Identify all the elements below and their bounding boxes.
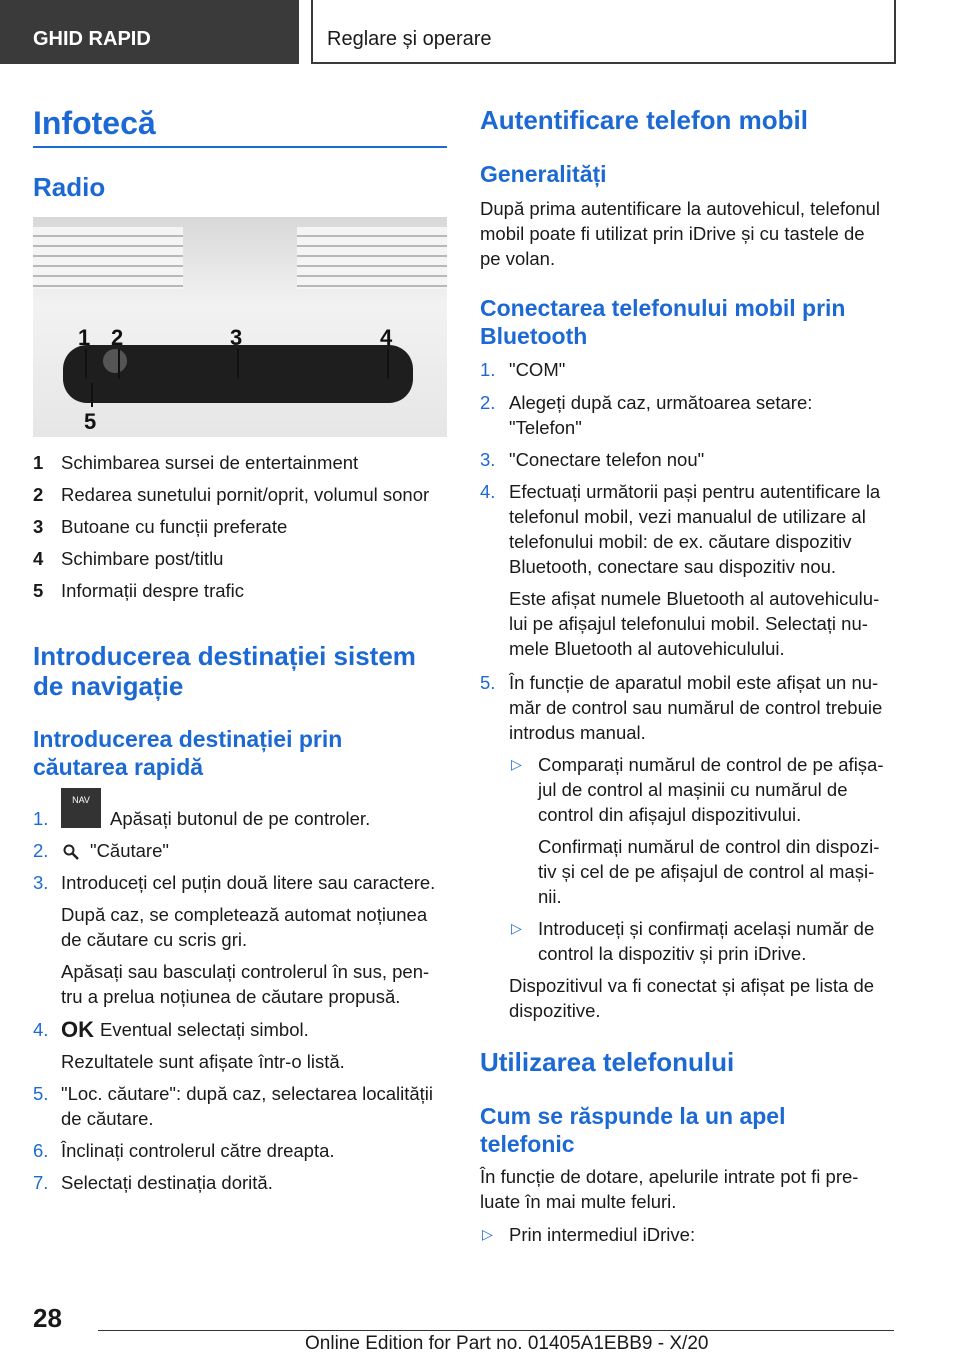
air-vent-right <box>297 227 447 289</box>
step-text: Alegeți după caz, următoarea setare: <box>509 392 813 413</box>
step-text: "Loc. căutare": după caz, selectarea localității <box>61 1083 434 1104</box>
answer-call-heading: Cum se răspunde la un apel <box>480 1103 786 1129</box>
legend-text: Butoane cu funcții preferate <box>61 516 288 537</box>
step-text: "COM" <box>509 359 566 380</box>
radio-panel-photo <box>33 217 447 437</box>
footer-edition: Online Edition for Part no. 01405A1EBB9 - X/20 <box>305 1333 709 1354</box>
step-text-cont: "Telefon" <box>509 417 582 438</box>
bullet-text: control la dispozitiv și prin iDrive. <box>538 943 807 964</box>
header-chapter-tab <box>311 0 896 64</box>
bullet-text: control din afișajul dispozitivului. <box>538 804 802 825</box>
bullet-text: Comparați numărul de control de pe afișa- <box>538 754 884 775</box>
answer-call-heading-line2: telefonic <box>480 1131 575 1157</box>
callout-2: 2 <box>111 325 124 350</box>
bullet-triangle-icon: ▷ <box>511 920 522 936</box>
legend-number: 4 <box>33 548 44 569</box>
header-section-label: GHID RAPID <box>33 28 151 50</box>
paragraph: În funcție de dotare, apelurile intrate pot fi pre- <box>480 1166 859 1187</box>
paragraph: mobil poate fi utilizat prin iDrive și cu tastele de <box>480 223 865 244</box>
footer-rule <box>98 1330 894 1331</box>
step-number: 5. <box>480 672 496 693</box>
step-number: 3. <box>480 449 496 470</box>
quick-search-heading-line2: căutarea rapidă <box>33 754 204 780</box>
nav-heading-line2: de navigație <box>33 671 184 701</box>
legend-text: Schimbare post/titlu <box>61 548 224 569</box>
step-note: lui pe afișajul telefonului mobil. Selectați nu- <box>509 613 868 634</box>
bluetooth-heading: Conectarea telefonului mobil prin <box>480 295 846 321</box>
step-number: 2. <box>33 840 49 861</box>
step-text-cont: de căutare. <box>61 1108 154 1129</box>
header-chapter-label: Reglare și operare <box>327 28 492 50</box>
legend-text: Redarea sunetului pornit/oprit, volumul sonor <box>61 484 430 505</box>
step-note: Este afișat numele Bluetooth al autovehiculu- <box>509 588 880 609</box>
paragraph: Dispozitivul va fi conectat și afișat pe lista de <box>509 975 875 996</box>
search-icon <box>62 843 80 861</box>
step-note: de căutare cu scris gri. <box>61 929 248 950</box>
bullet-text: Introduceți și confirmați același număr de <box>538 918 875 939</box>
step-number: 6. <box>33 1140 49 1161</box>
callout-4: 4 <box>380 325 393 350</box>
bullet-triangle-icon: ▷ <box>482 1226 493 1242</box>
general-heading: Generalități <box>480 161 607 187</box>
bullet-text: Prin intermediul iDrive: <box>509 1224 696 1245</box>
step-text: "Conectare telefon nou" <box>509 449 705 470</box>
step-number: 4. <box>33 1019 49 1040</box>
callout-3: 3 <box>230 325 243 350</box>
bullet-triangle-icon: ▷ <box>511 756 522 772</box>
step-text: Selectați destinația dorită. <box>61 1172 273 1193</box>
legend-text: Schimbarea sursei de entertainment <box>61 452 359 473</box>
callout-1: 1 <box>78 325 91 350</box>
paragraph: dispozitive. <box>509 1000 601 1021</box>
paragraph: luate în mai multe feluri. <box>480 1191 677 1212</box>
step-number: 2. <box>480 392 496 413</box>
header-section-tab <box>0 0 299 64</box>
step-note: După caz, se completează automat noțiunea <box>61 904 428 925</box>
step-note: mele Bluetooth al autovehiculului. <box>509 638 785 659</box>
page-number: 28 <box>33 1303 62 1333</box>
callout-5: 5 <box>84 409 97 434</box>
volume-knob <box>103 349 127 373</box>
nav-button-icon: NAV <box>61 788 101 828</box>
legend-number: 3 <box>33 516 44 537</box>
bluetooth-heading-line2: Bluetooth <box>480 323 588 349</box>
step-text: "Căutare" <box>90 840 169 861</box>
bullet-note: tiv și cel de pe afișajul de control al mași- <box>538 861 875 882</box>
legend-number: 5 <box>33 580 44 601</box>
ok-icon: OK <box>61 1017 94 1042</box>
title-rule <box>33 146 447 148</box>
step-text: Eventual selectați simbol. <box>100 1019 309 1040</box>
radio-heading: Radio <box>33 172 106 202</box>
step-text: Apăsați butonul de pe controler. <box>110 808 371 829</box>
step-number: 1. <box>33 808 49 829</box>
step-text-cont: introdus manual. <box>509 722 646 743</box>
section-title-phone: Autentificare telefon mobil <box>480 105 808 135</box>
bullet-note: nii. <box>538 886 562 907</box>
paragraph: pe volan. <box>480 248 556 269</box>
paragraph: După prima autentificare la autovehicul, telefonul <box>480 198 881 219</box>
nav-heading: Introducerea destinației sistem <box>33 641 416 671</box>
quick-search-heading: Introducerea destinației prin <box>33 726 343 752</box>
legend-text: Informații despre trafic <box>61 580 245 601</box>
step-text-cont: telefonului mobil: de ex. căutare dispozitiv <box>509 531 852 552</box>
step-number: 3. <box>33 872 49 893</box>
step-text-cont: măr de control sau numărul de control trebuie <box>509 697 883 718</box>
step-note: Apăsați sau basculați controlerul în sus, pen- <box>61 961 430 982</box>
phone-use-heading: Utilizarea telefonului <box>480 1047 735 1077</box>
step-text: În funcție de aparatul mobil este afișat un nu- <box>509 672 879 693</box>
step-text-cont: telefonul mobil, vezi manualul de utilizare al <box>509 506 866 527</box>
step-number: 1. <box>480 359 496 380</box>
step-number: 4. <box>480 481 496 502</box>
bullet-note: Confirmați numărul de control din dispozi- <box>538 836 880 857</box>
step-text-cont: Bluetooth, conectare sau dispozitiv nou. <box>509 556 837 577</box>
step-text: Introduceți cel puțin două litere sau caractere. <box>61 872 436 893</box>
step-text: Efectuați următorii pași pentru autentificare la <box>509 481 881 502</box>
step-number: 5. <box>33 1083 49 1104</box>
step-text: Înclinați controlerul către dreapta. <box>61 1140 335 1161</box>
page-title: Infotecă <box>33 105 156 141</box>
bullet-text: jul de control al mașinii cu numărul de <box>538 779 848 800</box>
step-note: tru a prelua noțiunea de căutare propusă. <box>61 986 401 1007</box>
legend-number: 2 <box>33 484 44 505</box>
step-note: Rezultatele sunt afișate într-o listă. <box>61 1051 345 1072</box>
legend-number: 1 <box>33 452 44 473</box>
air-vent-left <box>33 227 183 289</box>
step-number: 7. <box>33 1172 49 1193</box>
